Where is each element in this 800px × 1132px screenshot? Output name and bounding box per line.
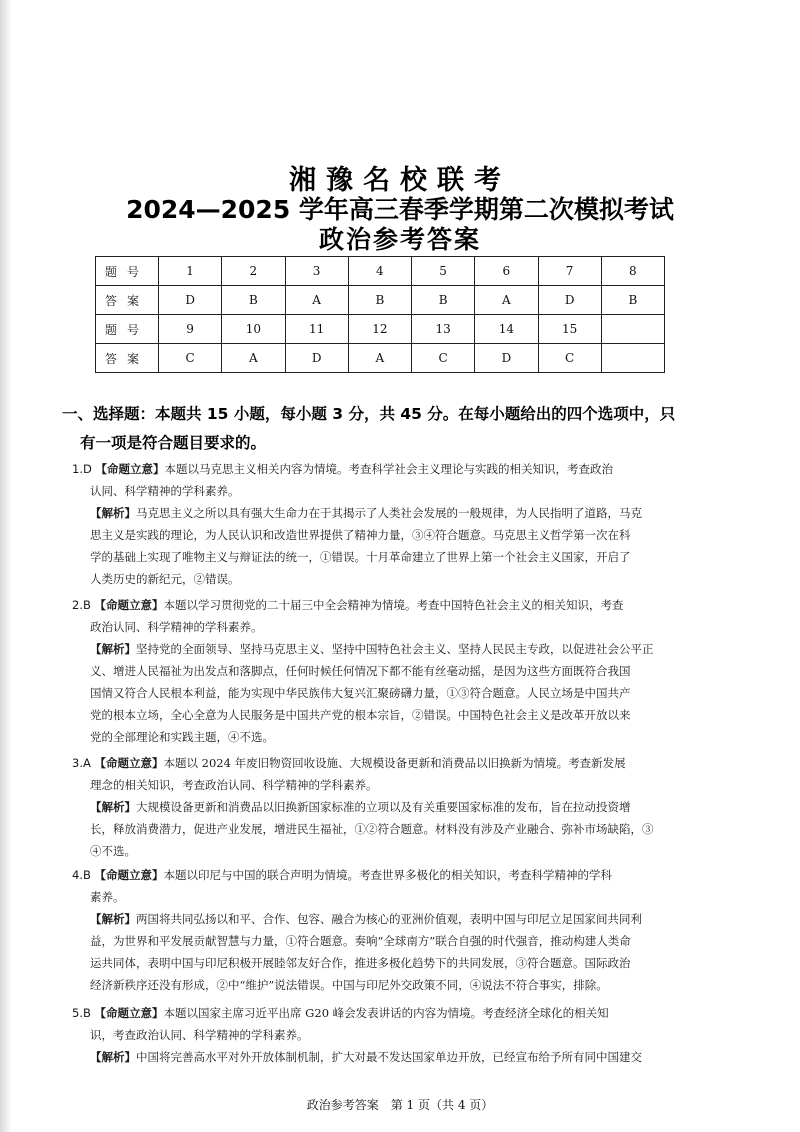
table-cell: D [475, 344, 538, 373]
intent-text: 识，考查政治认同、科学精神的学科素养。 [90, 1028, 309, 1042]
question-analysis-line [72, 908, 762, 930]
analysis-text: 坚持党的全面领导、坚持马克思主义、坚持中国特色社会主义、坚持人民民主专政，以促进社会公平正 [136, 642, 654, 656]
question-number: 2.B [72, 598, 91, 612]
table-cell: A [285, 286, 348, 315]
intent-text: 理念的相关知识，考查政治认同、科学精神的学科素养。 [90, 778, 378, 792]
table-cell: 12 [348, 315, 411, 344]
question-1 [72, 458, 762, 590]
analysis-text: 马克思主义之所以具有强大生命力在于其揭示了人类社会发展的一般规律，为人民指明了道路，马克 [136, 506, 642, 520]
analysis-text: 党的全部理论和实践主题，④不选。 [90, 730, 274, 744]
page-footer: 政治参考答案 第 1 页（共 4 页） [306, 1098, 494, 1112]
table-row-answers-2 [96, 344, 665, 373]
analysis-text: 益，为世界和平发展贡献智慧与力量，①符合题意。奏响“全球南方”联合自强的时代强音，推动构建人类命 [90, 934, 631, 948]
question-number: 3.A [72, 756, 91, 770]
analysis-tag: 【解析】 [90, 800, 136, 814]
analysis-text: 运共同体，表明中国与印尼积极开展睦邻友好合作，推进多极化趋势下的共同发展，③符合题意。国际政治 [90, 956, 631, 970]
table-cell: 13 [412, 315, 475, 344]
table-cell: B [348, 286, 411, 315]
intent-text: 素养。 [90, 890, 125, 904]
question-number-label: 题号 [96, 257, 159, 286]
table-cell: C [538, 344, 601, 373]
intent-text: 本题以马克思主义相关内容为情境。考查科学社会主义理论与实践的相关知识，考查政治 [164, 462, 613, 476]
table-cell: B [601, 286, 664, 315]
table-cell: 10 [222, 315, 285, 344]
table-cell: 7 [538, 257, 601, 286]
intent-text: 政治认同、科学精神的学科素养。 [90, 620, 263, 634]
analysis-tag: 【解析】 [90, 642, 136, 656]
question-analysis-line [72, 638, 762, 660]
table-cell: 15 [538, 315, 601, 344]
question-5 [72, 1002, 762, 1068]
table-cell: 2 [222, 257, 285, 286]
table-cell: C [412, 344, 475, 373]
table-cell: B [412, 286, 475, 315]
analysis-tag: 【解析】 [90, 506, 136, 520]
intent-tag: 【命题立意】 [94, 1006, 164, 1020]
table-cell: D [159, 286, 222, 315]
intent-text: 本题以 2024 年废旧物资回收设施、大规模设备更新和消费品以旧换新为情境。考查新发展 [163, 756, 626, 770]
intent-tag: 【命题立意】 [94, 598, 164, 612]
question-intent-line [72, 458, 762, 480]
intent-tag: 【命题立意】 [95, 462, 165, 476]
answer-table [95, 256, 665, 373]
question-4 [72, 864, 762, 996]
intent-text: 本题以学习贯彻党的二十届三中全会精神为情境。考查中国特色社会主义的相关知识，考查 [163, 598, 624, 612]
answer-label: 答案 [96, 344, 159, 373]
table-cell: 4 [348, 257, 411, 286]
analysis-text: 人类历史的新纪元，②错误。 [90, 572, 240, 586]
table-cell: 3 [285, 257, 348, 286]
table-cell: 1 [159, 257, 222, 286]
question-analysis-line [72, 502, 762, 524]
analysis-text: 义、增进人民福祉为出发点和落脚点，任何时候任何情况下都不能有丝毫动摇，是因为这些方面既符合我国 [90, 664, 631, 678]
table-cell: 9 [159, 315, 222, 344]
question-intent-line [72, 864, 762, 886]
question-number: 4.B [72, 868, 91, 882]
analysis-text: 大规模设备更新和消费品以旧换新国家标准的立项以及有关重要国家标准的发布，旨在拉动投资增 [136, 800, 631, 814]
table-cell: B [222, 286, 285, 315]
question-2 [72, 594, 762, 748]
analysis-tag: 【解析】 [90, 912, 136, 926]
intent-tag: 【命题立意】 [94, 868, 164, 882]
question-analysis-line [72, 796, 762, 818]
exam-series-title: 湘豫名校联考 [289, 165, 511, 196]
table-row-numbers-1 [96, 257, 665, 286]
table-cell: D [538, 286, 601, 315]
answer-label: 答案 [96, 286, 159, 315]
section-heading-line: 一、选择题：本题共 15 小题，每小题 3 分，共 45 分。在每小题给出的四个选项中，只 [62, 405, 676, 423]
question-3 [72, 752, 762, 862]
analysis-text: 中国将完善高水平对外开放体制机制，扩大对最不发达国家单边开放，已经宣布给予所有同中国建交 [136, 1050, 642, 1064]
analysis-text: 长，释放消费潜力，促进产业发展，增进民生福祉，①②符合题意。材料没有涉及产业融合、弥补市场缺陷，③ [90, 822, 654, 836]
table-row-numbers-2 [96, 315, 665, 344]
table-cell: A [348, 344, 411, 373]
question-analysis-line [72, 1046, 762, 1068]
answer-key-title: 政治参考答案 [318, 225, 481, 254]
analysis-text: 经济新秩序还没有形成，②中“维护”说法错误。中国与印尼外交政策不同，④说法不符合事实，排除。 [90, 978, 608, 992]
analysis-text: 思主义是实践的理论，为人民认识和改造世界提供了精神力量，③④符合题意。马克思主义哲学第一次在科 [90, 528, 631, 542]
analysis-text: ④不选。 [90, 844, 136, 858]
section-heading-line: 有一项是符合题目要求的。 [80, 434, 267, 452]
question-number-label: 题号 [96, 315, 159, 344]
question-number: 5.B [72, 1006, 91, 1020]
intent-text: 认同、科学精神的学科素养。 [90, 484, 240, 498]
table-cell: 6 [475, 257, 538, 286]
table-cell: A [222, 344, 285, 373]
question-intent-line [72, 752, 762, 774]
table-cell [601, 315, 664, 344]
table-cell: D [285, 344, 348, 373]
table-cell: C [159, 344, 222, 373]
table-cell: A [475, 286, 538, 315]
analysis-text: 国情又符合人民根本利益，能为实现中华民族伟大复兴汇聚磅礴力量，①③符合题意。人民立场是中国共产 [90, 686, 631, 700]
intent-text: 本题以国家主席习近平出席 G20 峰会发表讲话的内容为情境。考查经济全球化的相关知 [163, 1006, 609, 1020]
exam-name-title: 2024—2025 学年高三春季学期第二次模拟考试 [126, 195, 674, 224]
question-intent-line [72, 1002, 762, 1024]
analysis-text: 两国将共同弘扬以和平、合作、包容、融合为核心的亚洲价值观，表明中国与印尼立足国家间共同利 [136, 912, 642, 926]
table-row-answers-1 [96, 286, 665, 315]
question-number: 1.D [72, 462, 92, 476]
table-cell: 8 [601, 257, 664, 286]
analysis-tag: 【解析】 [90, 1050, 136, 1064]
table-cell: 14 [475, 315, 538, 344]
intent-tag: 【命题立意】 [94, 756, 164, 770]
table-cell [601, 344, 664, 373]
intent-text: 本题以印尼与中国的联合声明为情境。考查世界多极化的相关知识，考查科学精神的学科 [163, 868, 613, 882]
analysis-text: 学的基础上实现了唯物主义与辩证法的统一，①错误。十月革命建立了世界上第一个社会主义国家，开启了 [90, 550, 631, 564]
table-cell: 5 [412, 257, 475, 286]
section-heading [62, 400, 782, 458]
analysis-text: 党的根本立场，全心全意为人民服务是中国共产党的根本宗旨，②错误。中国特色社会主义是改革开放以来 [90, 708, 631, 722]
table-cell: 11 [285, 315, 348, 344]
question-intent-line [72, 594, 762, 616]
